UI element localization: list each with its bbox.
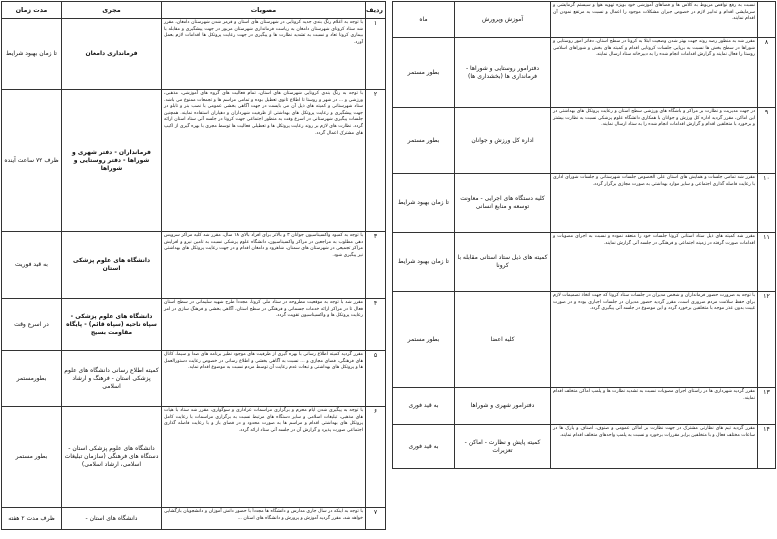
row-agency: دفترامور شهری و شوراها bbox=[455, 388, 551, 425]
header-number: ردیف bbox=[366, 2, 386, 19]
header-agency: آموزش وپرورش bbox=[455, 2, 551, 38]
row-agency: دفترامور روستایی و شوراها - فرمانداری ها (بخشداری ها) bbox=[455, 38, 551, 108]
row-action: با توجه به رنگ بندی کرونایی شهرستان های استان، تمام فعالیت های گروه های آموزشی، مذهبی، ورزشی و ... در شهر و روستا تا اطلاع ثانوی تعطیل بوده و تمامی مراسم ها و تجمعات ممنوع می باشد. ستاد شهرستانی و کمیته های ذیل آن می بایست در جهت آگاهی بخشی عمومی با نصب بنر و تابلو در جهت پیشگیری و رعایت پروتکل های بهداشتی از ظرفیت شهرداران و دهیاران استفاده نمایند. همچنین جلسات پیگیری شهرستانی در اسرع وقت به منظور اجتماعی جهت کرونا در جلسه آتی ستاد استان ارائه گردد. نظارت های لازم بر روند رعایت پروتکل ها و تعطیلی فعالیت ها توسط مجری با بهره گیری از اکیپ های مشترک اعمال گردد. bbox=[162, 90, 366, 232]
table-row bbox=[2, 407, 386, 508]
row-number: ۶ bbox=[366, 407, 386, 508]
row-deadline: بطور مستمر bbox=[2, 407, 62, 508]
row-action: مقرر شد به منظور رصد روند جهت بهتر شدن وضعیت ابتلا به کرونا در سطح استان، دفاتر امور روستایی و شوراها در سطح بخش ها نسبت به برپایی جلسات کرونایی اقدام و کمیته های بخش و شوراهای اسلامی روستا را فعال نمایند و گزارش اقدامات انجام شده را به دبیرخانه ستاد ارسال نمایند. bbox=[551, 38, 758, 108]
table-row-continued bbox=[393, 2, 776, 38]
row-agency: دانشگاه های علوم پزشکی استان bbox=[62, 232, 162, 299]
header-deadline: ماه bbox=[393, 2, 455, 38]
row-deadline: ظرف ۷۲ ساعت آینده bbox=[2, 90, 62, 232]
row-deadline: ظرف مدت ۲ هفته bbox=[2, 508, 62, 530]
row-number: ۷ bbox=[366, 508, 386, 530]
row-deadline: به قید فوری bbox=[393, 425, 455, 469]
row-number: ۸ bbox=[758, 38, 776, 108]
row-agency: دانشگاه های استان - bbox=[62, 508, 162, 530]
table-row bbox=[393, 233, 776, 292]
row-agency: کمیته اطلاع رسانی دانشگاه های علوم پزشکی استان - فرهنگ و ارشاد اسلامی bbox=[62, 351, 162, 407]
row-deadline: تا زمان بهبود شرایط bbox=[393, 174, 455, 233]
row-agency: دانشگاه های علوم پزشکی - سپاه ناحیه (سپاه قائم) - پایگاه مقاومت بسیج bbox=[62, 299, 162, 351]
row-deadline: به قید فوری bbox=[393, 388, 455, 425]
row-agency: کلیه اعضا bbox=[455, 292, 551, 388]
row-action: با توجه به اعلام رنگ بندی جدید کرونایی در شهرستان های استان و قرمز شدن شهرستان دامغان، مقرر شد ستاد کرونای شهرستان دامغان به ریاست فرمانداری شهرستان مزبور در جهت پیشگیری و مقابله با بیماری کرونا تعاد و نسبت به تشدید نظارت ها و پیگیری در جهت رعایت پروتکل ها اقدامات لازم بعمل آورد. bbox=[162, 19, 366, 90]
row-agency: فرمانداری دامغان bbox=[62, 19, 162, 90]
row-agency: کمیته پایش و نظارت - اماکن - تعزیرات bbox=[455, 425, 551, 469]
table-row bbox=[2, 232, 386, 299]
header-agency: مجری bbox=[62, 2, 162, 19]
row-action: با توجه به اینکه در سال جاری مدارس و دانشگاه ها مجدداً با حضور دانش آموزان و دانشجویان بازگشایی خواهد شد، مقرر گردید آموزش و پرورش و دانشگاه های استان ... bbox=[162, 508, 366, 530]
row-deadline: در اسرع وقت bbox=[2, 299, 62, 351]
row-number: ۱۳ bbox=[758, 388, 776, 425]
row-number: ۴ bbox=[366, 299, 386, 351]
row-deadline: بطور مستمر bbox=[393, 38, 455, 108]
table-row bbox=[393, 38, 776, 108]
row-action: مقرر گردید کمیته اطلاع رسانی با بهره گیری از ظرفیت های موجود نظیر برنامه های صدا و سیما، کانال های فرهنگی، فضای مجازی و ... نسبت به آگاهی بخشی و اطلاع رسانی در خصوص رعایت دستورالعمل ها و پروتکل های بهداشتی و تبعات عدم رعایت آن توسط مردم نسبت به موضوع اقدام نماید. bbox=[162, 351, 366, 407]
row-agency: اداره کل ورزش و جوانان bbox=[455, 108, 551, 174]
row-deadline: به قید فوریت bbox=[2, 232, 62, 299]
row-agency: کمیته های ذیل ستاد استانی مقابله با کرونا bbox=[455, 233, 551, 292]
row-action: مقرر شد تمامی جلسات و همایش های استان علی الخصوص جلسات شهرستانی و جلسات شورای اداری با رعایت فاصله گذاری اجتماعی و سایر موارد بهداشتی به صورت مجازی برگزار گردد. bbox=[551, 174, 758, 233]
row-number: ۱۴ bbox=[758, 425, 776, 469]
row-action: مقرر گردید شهرداری ها در راستای اجرای مصوبات نسبت به تشدید نظارت ها و پلمپ اماکن متخلف اقدام نمایند. bbox=[551, 388, 758, 425]
row-number: ۳ bbox=[366, 232, 386, 299]
row-action: مقرر گردید تیم های نظارتی مشترک در جهت نظارت بر اماکن عمومی و صنوف، اصناف و پارک ها در ساعات مختلف فعال و با متخلفین برابر مقررات برخورد و نسبت به پلمپ واحدهای متخلف اقدام نمایند. bbox=[551, 425, 758, 469]
table-header-row bbox=[2, 2, 386, 19]
row-agency: کلیه دستگاه های اجرایی - معاونت توسعه و منابع انسانی bbox=[455, 174, 551, 233]
row-agency: دانشگاه های علوم پزشکی استان - دستگاه های فرهنگی (سازمان تبلیغات اسلامی، ارشاد اسلامی) bbox=[62, 407, 162, 508]
row-action: با توجه به پیگیری شدن ایام محرم و برگزاری مراسمات عزاداری و سوگواری، مقرر شد ستاد با هیات های مذهبی، تبلیغات اسلامی و سایر دستگاه های مرتبط نسبت به برگزاری مراسمات با رعایت کامل پروتکل های بهداشتی اقدام و مراسم ها به صورت محدود و در فضای باز و با رعایت فاصله گذاری اجتماعی صورت پذیرد و گزارش آن در جلسه آتی ستاد ارائه گردد. bbox=[162, 407, 366, 508]
table-row bbox=[2, 90, 386, 232]
row-action: مقرر شد کمیته های ذیل ستاد استانی کرونا جلسات خود را منعقد نموده و نسبت به اجرای مصوبات و اقدامات صورت گرفته در زمینه اجتماعی و فرهنگی در جلسه آتی گزارش نمایند. bbox=[551, 233, 758, 292]
row-deadline: تا زمان بهبود شرایط bbox=[393, 233, 455, 292]
table-row bbox=[2, 508, 386, 530]
row-number: ۲ bbox=[366, 90, 386, 232]
row-number: ۱۲ bbox=[758, 292, 776, 388]
row-number bbox=[758, 2, 776, 38]
table-row bbox=[393, 292, 776, 388]
row-deadline: بطورمستمر bbox=[2, 351, 62, 407]
row-number: ۵ bbox=[366, 351, 386, 407]
table-row bbox=[2, 19, 386, 90]
row-deadline: بطور مستمر bbox=[393, 108, 455, 174]
row-action: نسبت به رفع نواقص مربوط به کلاس ها و فضاهای آموزشی خود بویژه تهویه هوا و سیستم گرمایشی و سرمایشی اقدام و تدابیر لازم در خصوص جبران مشکلات موجود را اعمال و نسبت به مرتفع نمودن آن اقدام نمایند. bbox=[551, 2, 758, 38]
header-deadline: مدت زمان bbox=[2, 2, 62, 19]
table-row bbox=[393, 108, 776, 174]
row-number: ۱ bbox=[366, 19, 386, 90]
resolutions-table-right bbox=[392, 1, 776, 469]
row-action: با توجه به کمبود واکسیناسیون جوانان ۳ و بالاتر برای افراد بالای ۱۸ سال، مقرر شد کلیه مراکز سرویس دهی مطلوب به مراجعین در مراکز واکسیناسیون، دانشگاه علوم پزشکی نسبت به تامین نیرو و افزایش مراکز تجمیعی در شهرستان های سمنان، شاهرود و دامغان اقدام و در جهت رعایت پروتکل های بهداشتی نیز پیگیری شود. bbox=[162, 232, 366, 299]
header-actions: مصوبات bbox=[162, 2, 366, 19]
row-number: ۱۰ bbox=[758, 174, 776, 233]
table-row bbox=[2, 351, 386, 407]
row-agency: فرمانداران - دفتر شهری و شوراها - دفتر روستایی و شوراها bbox=[62, 90, 162, 232]
row-number: ۹ bbox=[758, 108, 776, 174]
row-action: در جهت مدیریت و نظارت بر مراکز و باشگاه های ورزشی سطح استان و رعایت پروتکل های بهداشتی در این اماکن، مقرر گردید اداره کل ورزش و جوانان با همکاری دانشگاه علوم پزشکی نسبت به نظارت بیشتر و برخورد با متخلفین اقدام و گزارش اقدامات انجام شده را به ستاد ارسال نمایند. bbox=[551, 108, 758, 174]
table-row bbox=[393, 388, 776, 425]
row-deadline: تا زمان بهبود شرایط bbox=[2, 19, 62, 90]
row-action: مقرر شد با توجه به موقعیت مطروحه در ستاد ملی کرونا، مجدداً طرح شهید سلیمانی در سطح استان فعال تا در مراکز ارائه خدمات جسمانی و فرهنگی در سطح استان، آگاهی بخشی و فرهنگ سازی در امر رعایت پروتکل ها و واکسیناسیون تقویت گردد. bbox=[162, 299, 366, 351]
row-action: با توجه به ضرورت حضور فرمانداران و شخص مدیران در جلسات ستاد کرونا که جهت اتخاذ تصمیمات لازم برای حفظ سلامت مردم ضروری است، مقرر گردید حضور مدیران در جلسات اجباری بوده و در صورت غیبت بدون عذر موجه با متخلفین برخورد گردد و این موضوع در جلسه آتی پیگیری گردد. bbox=[551, 292, 758, 388]
table-row bbox=[2, 299, 386, 351]
row-deadline: بطور مستمر bbox=[393, 292, 455, 388]
resolutions-table-left bbox=[1, 1, 386, 530]
row-number: ۱۱ bbox=[758, 233, 776, 292]
table-row bbox=[393, 174, 776, 233]
table-row bbox=[393, 425, 776, 469]
